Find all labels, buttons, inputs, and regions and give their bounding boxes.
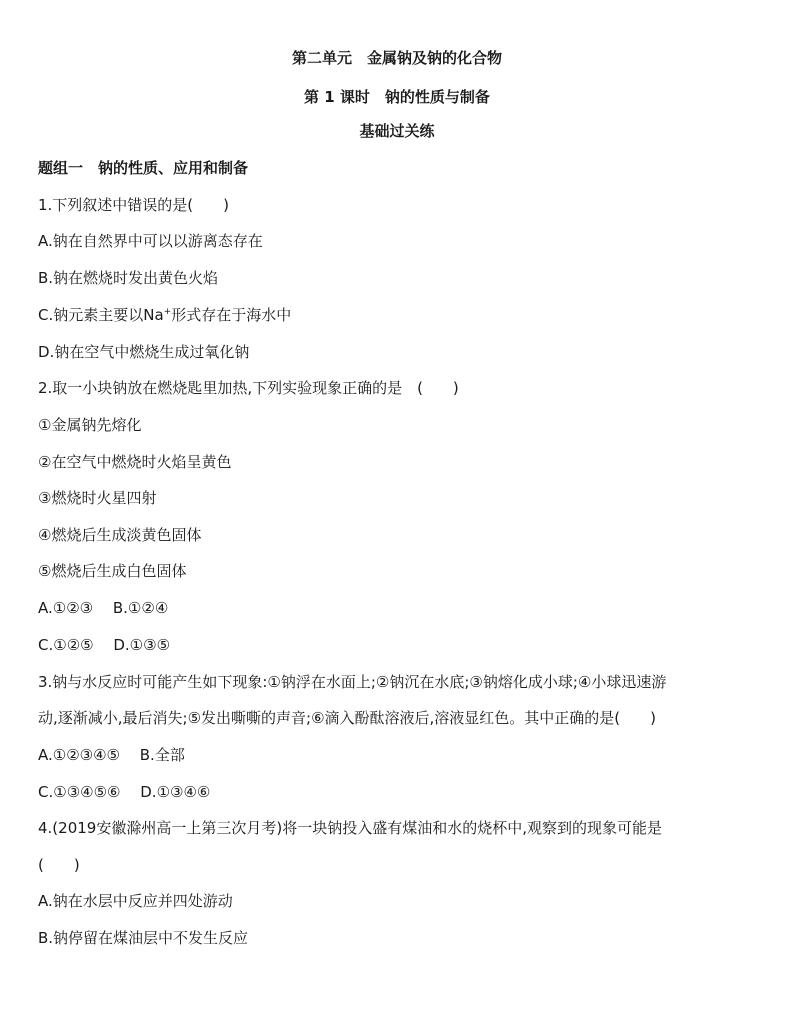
question-2-options-ab: A.①②③ B.①②④ [38,599,169,617]
superscript-plus: + [163,307,172,317]
question-2-statement-3: ③燃烧时火星四射 [38,489,157,507]
question-4-option-b: B.钠停留在煤油层中不发生反应 [38,929,249,947]
question-1-option-d: D.钠在空气中燃烧生成过氧化钠 [38,343,250,361]
question-1-option-b: B.钠在燃烧时发出黄色火焰 [38,269,219,287]
question-1-option-c [38,305,768,325]
question-1-stem: 1.下列叙述中错误的是( ) [38,196,230,214]
question-2-statement-4: ④燃烧后生成淡黄色固体 [38,526,202,544]
practice-title: 基础过关练 [359,122,435,140]
question-1-option-c-text-end: 形式存在于海水中 [171,306,292,324]
question-2-statement-5: ⑤燃烧后生成白色固体 [38,562,187,580]
question-3-stem-line-2: 动,逐渐减小,最后消失;⑤发出嘶嘶的声音;⑥滴入酚酞溶液后,溶液显红色。其中正确的是( ) [38,709,657,727]
question-2-statement-1: ①金属钠先熔化 [38,416,142,434]
question-4-option-a: A.钠在水层中反应并四处游动 [38,892,233,910]
question-3-stem-line-1: 3.钠与水反应时可能产生如下现象:①钠浮在水面上;②钠沉在水底;③钠熔化成小球;④小球迅速游 [38,673,667,691]
section-title: 题组一 钠的性质、应用和制备 [38,159,249,177]
question-4-stem-line-2: ( ) [38,856,80,874]
question-2-options-cd: C.①②⑤ D.①③⑤ [38,636,171,654]
question-2-statement-2: ②在空气中燃烧时火焰呈黄色 [38,453,232,471]
question-1-option-a: A.钠在自然界中可以以游离态存在 [38,232,263,250]
question-3-options-ab: A.①②③④⑤ B.全部 [38,746,185,764]
question-1-option-c-text: C.钠元素主要以Na [38,306,164,324]
lesson-title: 第 1 课时 钠的性质与制备 [304,88,490,106]
question-2-stem: 2.取一小块钠放在燃烧匙里加热,下列实验现象正确的是 ( ) [38,379,459,397]
question-3-options-cd: C.①③④⑤⑥ D.①③④⑥ [38,783,211,801]
question-4-stem-line-1: 4.(2019安徽滁州高一上第三次月考)将一块钠投入盛有煤油和水的烧杯中,观察到的现象可能是 [38,819,662,837]
unit-title: 第二单元 金属钠及钠的化合物 [291,49,502,67]
